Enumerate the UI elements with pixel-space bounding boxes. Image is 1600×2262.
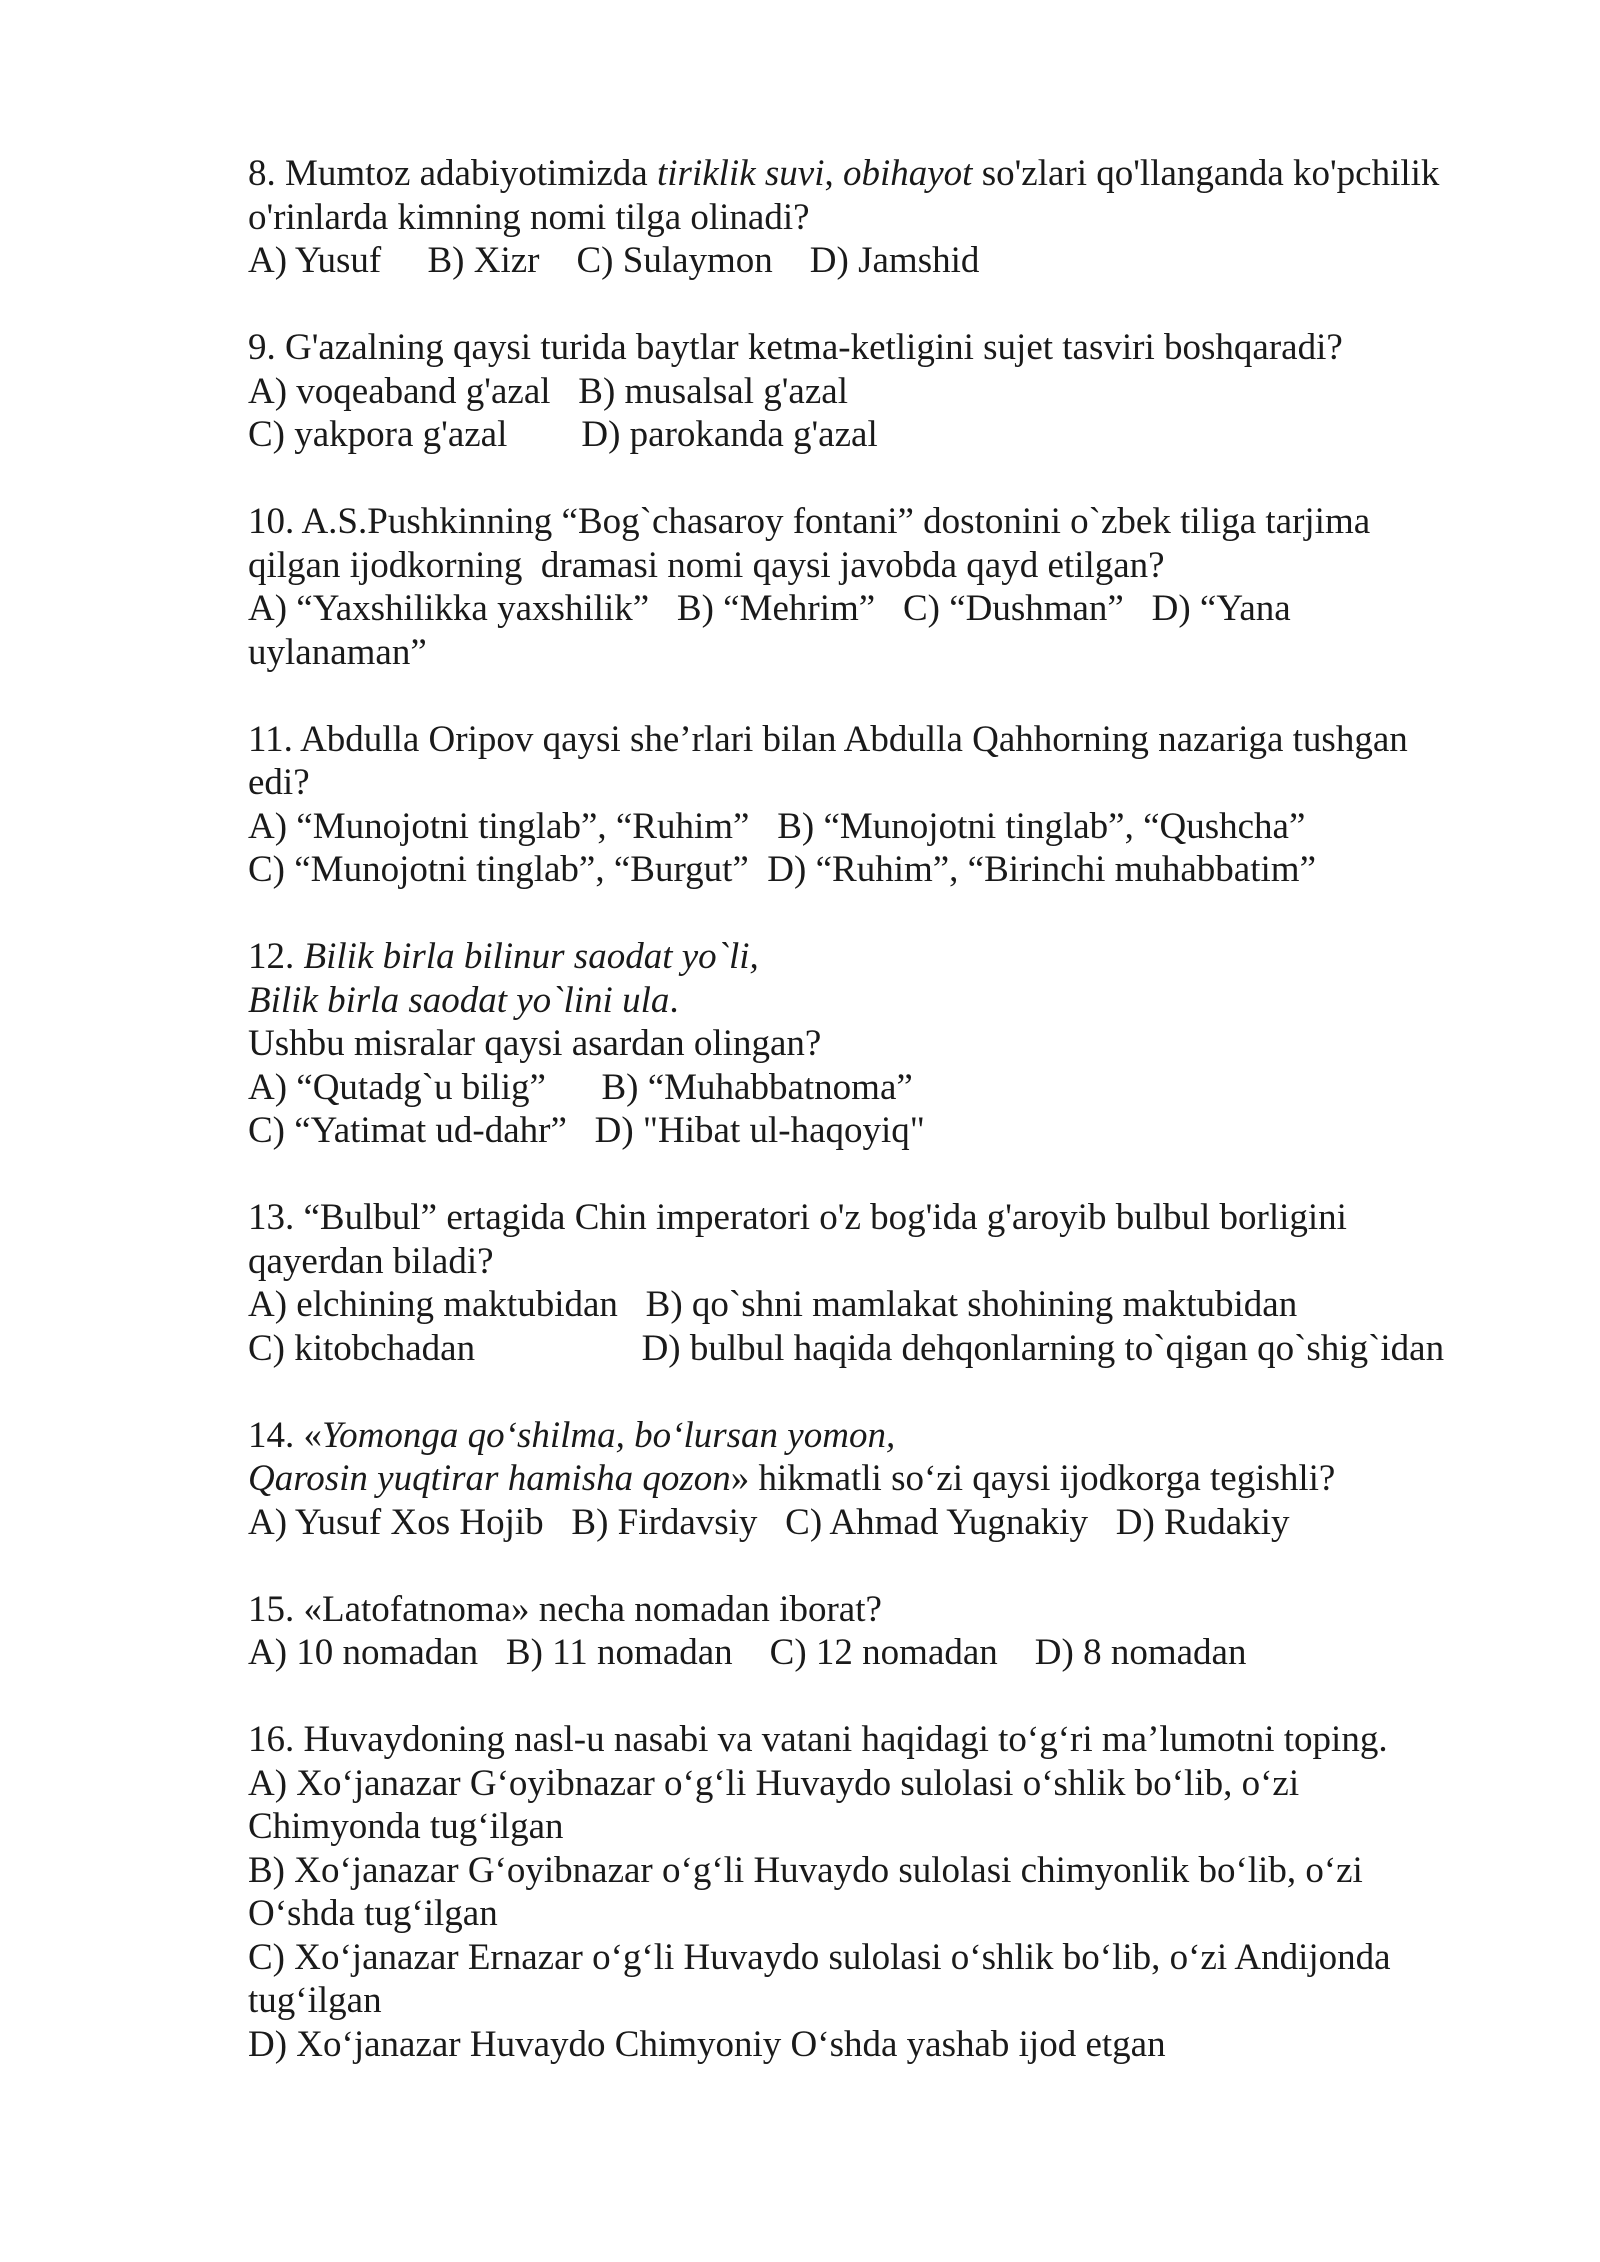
question-stem-line [248, 1588, 1548, 1632]
question-stem-line [248, 718, 1548, 762]
stem-text: 13. “Bulbul” ertagida Chin imperatori o'z bog'ida g'aroyib bulbul borligini [248, 1197, 1347, 1238]
question-block [248, 1588, 1548, 1675]
answer-options-line: C) “Yatimat ud-dahr” D) "Hibat ul-haqoyiq" [248, 1110, 925, 1151]
stem-text: Ushbu misralar qaysi asardan olingan? [248, 1023, 822, 1064]
italic-text: Qarosin yuqtirar hamisha qozon [248, 1458, 731, 1499]
stem-text: qilgan ijodkorning dramasi nomi qaysi javobda qayd etilgan? [248, 544, 1165, 586]
stem-text: qayerdan biladi? [248, 1240, 494, 1282]
question-block [248, 935, 1548, 1153]
answer-options-line: A) 10 nomadan B) 11 nomadan C) 12 nomadan D) 8 nomadan [248, 1632, 1247, 1673]
question-block [248, 1718, 1548, 2066]
answer-options-line: A) voqeaband g'azal B) musalsal g'azal [248, 370, 848, 412]
question-stem-line [248, 1457, 1548, 1501]
stem-text: 8. Mumtoz adabiyotimizda [248, 153, 657, 194]
question-stem-line [248, 1414, 1548, 1458]
stem-text: , [824, 153, 843, 194]
answer-options-line: C) kitobchadan D) bulbul haqida dehqonlarning to`qigan qo`shig`idan [248, 1327, 1445, 1369]
question-stem-line [248, 196, 1548, 240]
question-stem-line [248, 1240, 1548, 1284]
question-stem-line [248, 1718, 1548, 1762]
stem-text: » hikmatli so‘zi qaysi ijodkorga tegishli? [730, 1458, 1336, 1499]
stem-text: 16. Huvaydoning nasl-u nasabi va vatani haqidagi to‘g‘ri ma’lumotni toping. [248, 1719, 1388, 1760]
question-block [248, 500, 1548, 674]
answer-options-line: A) Yusuf B) Xizr C) Sulaymon D) Jamshid [248, 240, 980, 281]
question-stem-line [248, 1196, 1548, 1240]
question-block [248, 326, 1548, 457]
question-stem-line [248, 500, 1548, 544]
italic-text: Bilik birla saodat yo`lini ula [248, 979, 670, 1021]
italic-text: obihayot [842, 153, 973, 194]
stem-text: 9. G'azalning qaysi turida baytlar ketma-ketligini sujet tasviri boshqaradi? [248, 327, 1343, 368]
stem-text: so'zlari qo'llanganda ko'pchilik [972, 153, 1440, 194]
question-stem-line [248, 935, 1548, 979]
stem-text: 14. « [248, 1414, 322, 1456]
stem-text: edi? [248, 762, 310, 803]
answer-options-line: O‘shda tug‘ilgan [248, 1893, 498, 1934]
question-stem-line [248, 979, 1548, 1023]
stem-text: 10. A.S.Pushkinning “Bog`chasaroy fontani” dostonini o`zbek tiliga tarjima [248, 501, 1371, 542]
answer-options-line: A) “Qutadg`u bilig” B) “Muhabbatnoma” [248, 1066, 913, 1108]
answer-options-line: Chimyonda tug‘ilgan [248, 1806, 564, 1847]
answer-options-line: A) Yusuf Xos Hojib B) Firdavsiy C) Ahmad Yugnakiy D) Rudakiy [248, 1501, 1290, 1543]
italic-text: Yomonga qo‘shilma, bo‘lursan yomon, [322, 1414, 896, 1456]
italic-text: tiriklik suvi [656, 153, 825, 194]
answer-options-line: C) Xo‘janazar Ernazar o‘g‘li Huvaydo sulolasi o‘shlik bo‘lib, o‘zi Andijonda [248, 1936, 1391, 1978]
stem-text: . [669, 979, 679, 1021]
answer-options-line: A) “Yaxshilikka yaxshilik” B) “Mehrim” C) “Dushman” D) “Yana [248, 588, 1291, 629]
document-page [248, 152, 1548, 2110]
question-block [248, 1196, 1548, 1370]
answer-options-line: uylanaman” [248, 631, 427, 673]
italic-text: Bilik birla bilinur saodat yo`li, [303, 936, 759, 977]
question-stem-line [248, 326, 1548, 370]
answer-options-line: A) “Munojotni tinglab”, “Ruhim” B) “Munojotni tinglab”, “Qushcha” [248, 805, 1306, 847]
answer-options-line: tug‘ilgan [248, 1980, 382, 2021]
question-stem-line [248, 152, 1548, 196]
stem-text: 11. Abdulla Oripov qaysi she’rlari bilan Abdulla Qahhorning nazariga tushgan [248, 718, 1408, 760]
question-block [248, 718, 1548, 892]
answer-options-line: C) “Munojotni tinglab”, “Burgut” D) “Ruhim”, “Birinchi muhabbatim” [248, 849, 1316, 890]
answer-options-line: A) Xo‘janazar G‘oyibnazar o‘g‘li Huvaydo sulolasi o‘shlik bo‘lib, o‘zi [248, 1762, 1300, 1804]
question-block [248, 1414, 1548, 1545]
answer-options-line: A) elchining maktubidan B) qo`shni mamlakat shohining maktubidan [248, 1284, 1298, 1325]
question-block [248, 152, 1548, 283]
answer-options-line: B) Xo‘janazar G‘oyibnazar o‘g‘li Huvaydo sulolasi chimyonlik bo‘lib, o‘zi [248, 1849, 1363, 1891]
stem-text: o'rinlarda kimning nomi tilga olinadi? [248, 196, 810, 238]
question-stem-line [248, 1022, 1548, 1066]
question-stem-line [248, 761, 1548, 805]
answer-options-line: C) yakpora g'azal D) parokanda g'azal [248, 414, 878, 455]
question-stem-line [248, 544, 1548, 588]
stem-text: 15. «Latofatnoma» necha nomadan iborat? [248, 1588, 882, 1630]
answer-options-line: D) Xo‘janazar Huvaydo Chimyoniy O‘shda yashab ijod etgan [248, 2023, 1166, 2065]
stem-text: 12. [248, 936, 304, 977]
